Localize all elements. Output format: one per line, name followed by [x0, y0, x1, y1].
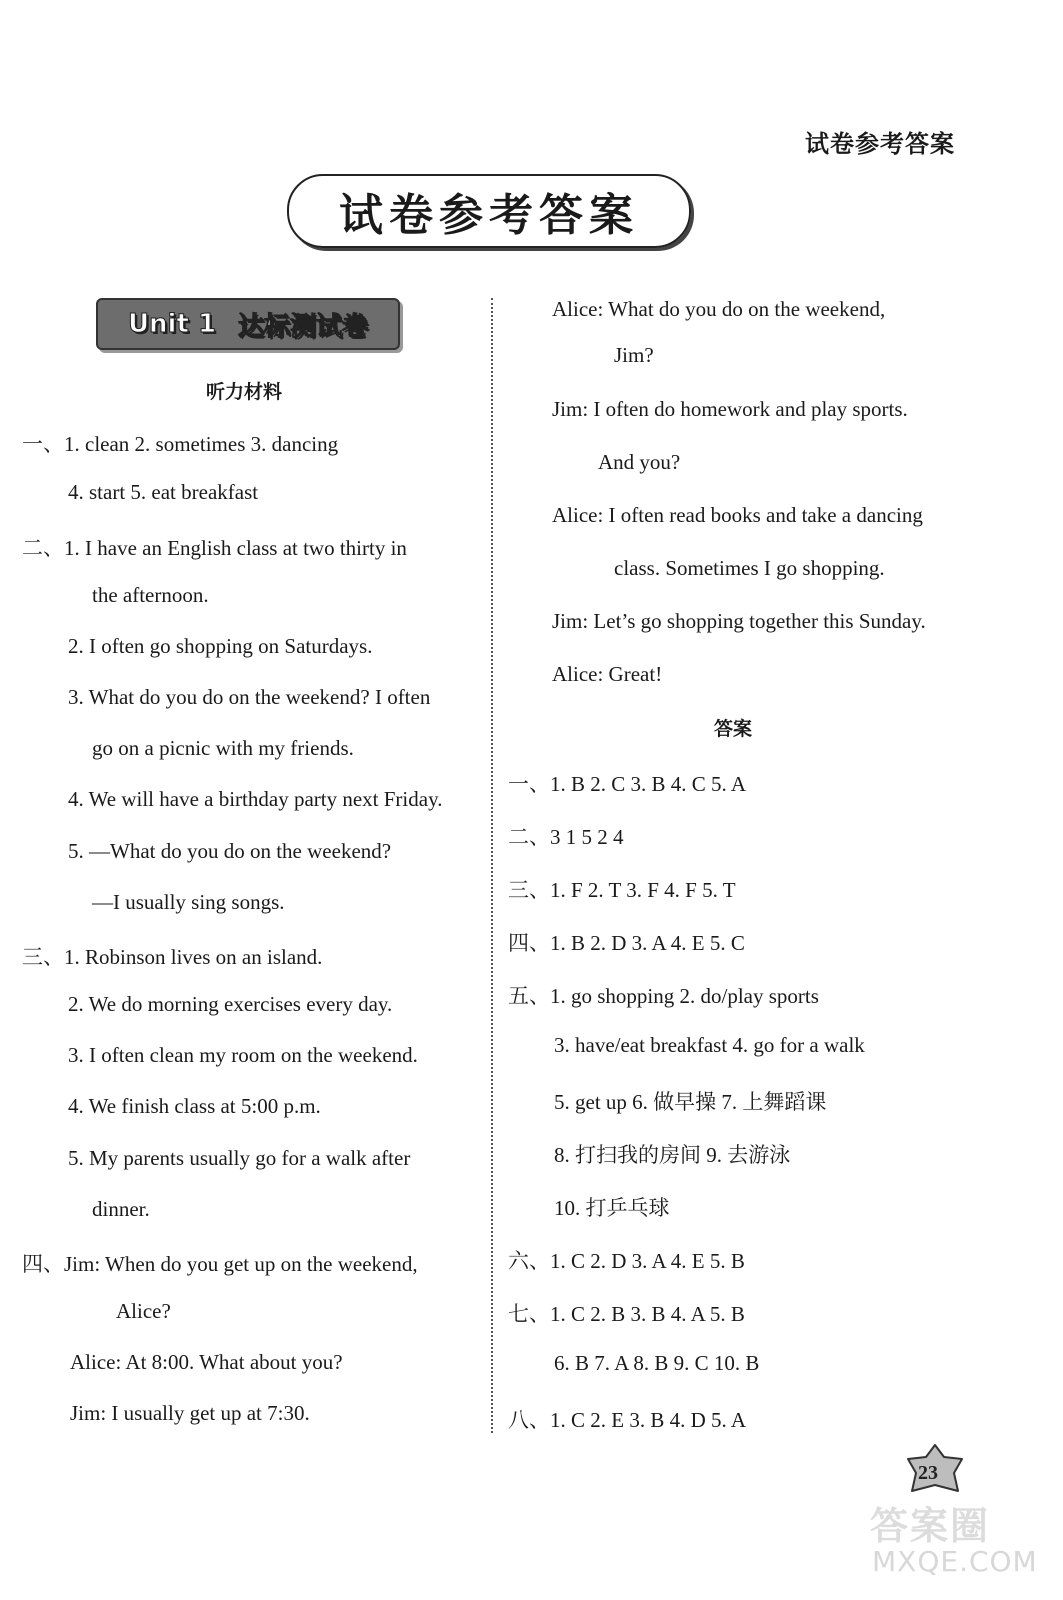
right-line: Alice: I often read books and take a dancing — [552, 503, 923, 527]
unit-badge — [96, 298, 400, 350]
answer-line: 八、1. C 2. E 3. B 4. D 5. A — [508, 1408, 747, 1432]
page-title-box — [287, 174, 691, 248]
left-line: 2. I often go shopping on Saturdays. — [68, 634, 373, 658]
answer-line: 一、1. B 2. C 3. B 4. C 5. A — [508, 772, 747, 796]
listening-subtitle: 听力材料 — [206, 381, 283, 403]
answer-line: 6. B 7. A 8. B 9. C 10. B — [554, 1351, 760, 1375]
answer-line: 五、1. go shopping 2. do/play sports — [508, 984, 819, 1008]
left-line: 3. What do you do on the weekend? I often — [68, 685, 431, 709]
answers-subtitle: 答案 — [714, 718, 753, 740]
left-line: 一、1. clean 2. sometimes 3. dancing — [22, 432, 339, 456]
page-title: 试卷参考答案 — [339, 191, 639, 240]
left-line: 三、1. Robinson lives on an island. — [22, 945, 323, 969]
left-line: 2. We do morning exercises every day. — [68, 992, 393, 1016]
left-line: Alice? — [116, 1299, 171, 1323]
left-line: Alice: At 8:00. What about you? — [70, 1350, 343, 1374]
answer-line: 六、1. C 2. D 3. A 4. E 5. B — [508, 1249, 745, 1273]
answer-line: 二、3 1 5 2 4 — [508, 825, 624, 849]
answer-line: 七、1. C 2. B 3. B 4. A 5. B — [508, 1302, 745, 1326]
left-line: 5. My parents usually go for a walk after — [68, 1146, 411, 1170]
left-line: 4. start 5. eat breakfast — [68, 480, 259, 504]
section-header-label: 试卷参考答案 — [805, 132, 955, 158]
left-line: go on a picnic with my friends. — [92, 736, 354, 760]
left-line: 5. —What do you do on the weekend? — [68, 839, 392, 863]
answer-line: 8. 打扫我的房间 9. 去游泳 — [554, 1143, 791, 1167]
left-line: Jim: I usually get up at 7:30. — [70, 1401, 310, 1425]
column-divider — [491, 298, 493, 1433]
left-line: —I usually sing songs. — [92, 890, 285, 914]
answer-line: 10. 打乒乓球 — [554, 1196, 670, 1220]
left-line: dinner. — [92, 1197, 150, 1221]
left-line: the afternoon. — [92, 583, 209, 607]
left-line: 4. We will have a birthday party next Friday. — [68, 787, 443, 811]
right-line: And you? — [598, 450, 681, 474]
right-line: Alice: What do you do on the weekend, — [552, 297, 886, 321]
right-line: Jim: Let’s go shopping together this Sunday. — [552, 609, 926, 633]
right-line: Jim? — [614, 343, 654, 367]
right-line: Alice: Great! — [552, 662, 663, 686]
answer-line: 四、1. B 2. D 3. A 4. E 5. C — [508, 931, 745, 955]
watermark-logo: 答案圈 — [870, 1504, 991, 1548]
answer-line: 3. have/eat breakfast 4. go for a walk — [554, 1033, 865, 1057]
left-line: 二、1. I have an English class at two thirty in — [22, 536, 407, 560]
left-line: 3. I often clean my room on the weekend. — [68, 1043, 418, 1067]
page-number: 23 — [918, 1462, 938, 1484]
answer-line: 三、1. F 2. T 3. F 4. F 5. T — [508, 878, 736, 902]
left-line: 四、Jim: When do you get up on the weekend, — [22, 1252, 418, 1276]
unit-label: Unit 1 — [127, 309, 217, 339]
left-line: 4. We finish class at 5:00 p.m. — [68, 1094, 321, 1118]
unit-name: 达标测试卷 — [238, 311, 369, 342]
watermark-url: MXQE.COM — [872, 1545, 1038, 1578]
right-line: Jim: I often do homework and play sports. — [552, 397, 908, 421]
right-line: class. Sometimes I go shopping. — [614, 556, 885, 580]
answer-line: 5. get up 6. 做早操 7. 上舞蹈课 — [554, 1090, 827, 1114]
